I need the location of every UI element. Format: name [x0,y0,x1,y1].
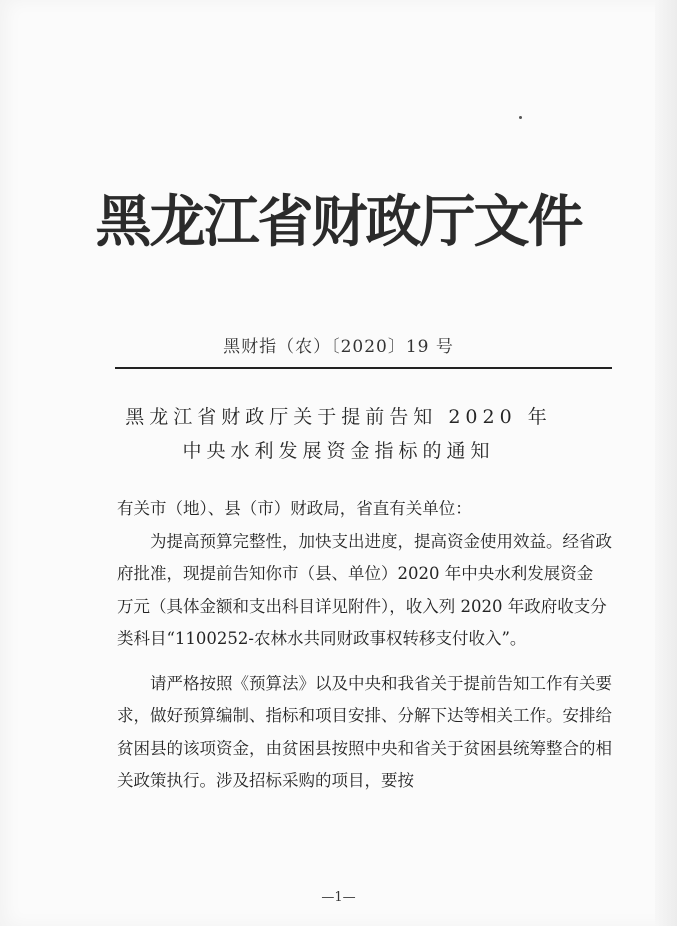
paragraph-gap [117,656,617,668]
scan-speck [519,116,522,119]
issuer-title: 黑龙江省财政厅文件 [95,189,582,255]
paragraph-2: 请严格按照《预算法》以及中央和我省关于提前告知工作有关要求，做好预算编制、指标和项目安排、分解下达等相关工作。安排给贫困县的该项资金，由贫困县按照中央和省关于贫困县统筹整合的相关政策执行。涉及招标采购的项目，要按 [117,673,612,790]
paragraph-1: 为提高预算完整性，加快支出进度，提高资金使用效益。经省政府批准，现提前告知你市（县、单位）2020 年中央水利发展资金 万元（具体金额和支出科目详见附件），收入列 2020 年政府收支分类科目“1100252-农林水共同财政事权转移支付收入”。 [117,531,627,648]
notice-title [0,400,677,468]
document-number: 黑财指（农）〔2020〕19 号 [223,337,454,357]
header-divider [115,367,612,369]
document-body [117,493,627,798]
notice-title-line-2: 中央水利发展资金指标的通知 [182,440,495,462]
salutation: 有关市（地）、县（市）财政局，省直有关单位： [117,499,472,518]
page-number: —1— [321,890,356,905]
notice-title-line-1: 黑龙江省财政厅关于提前告知 2020 年 [125,406,552,428]
